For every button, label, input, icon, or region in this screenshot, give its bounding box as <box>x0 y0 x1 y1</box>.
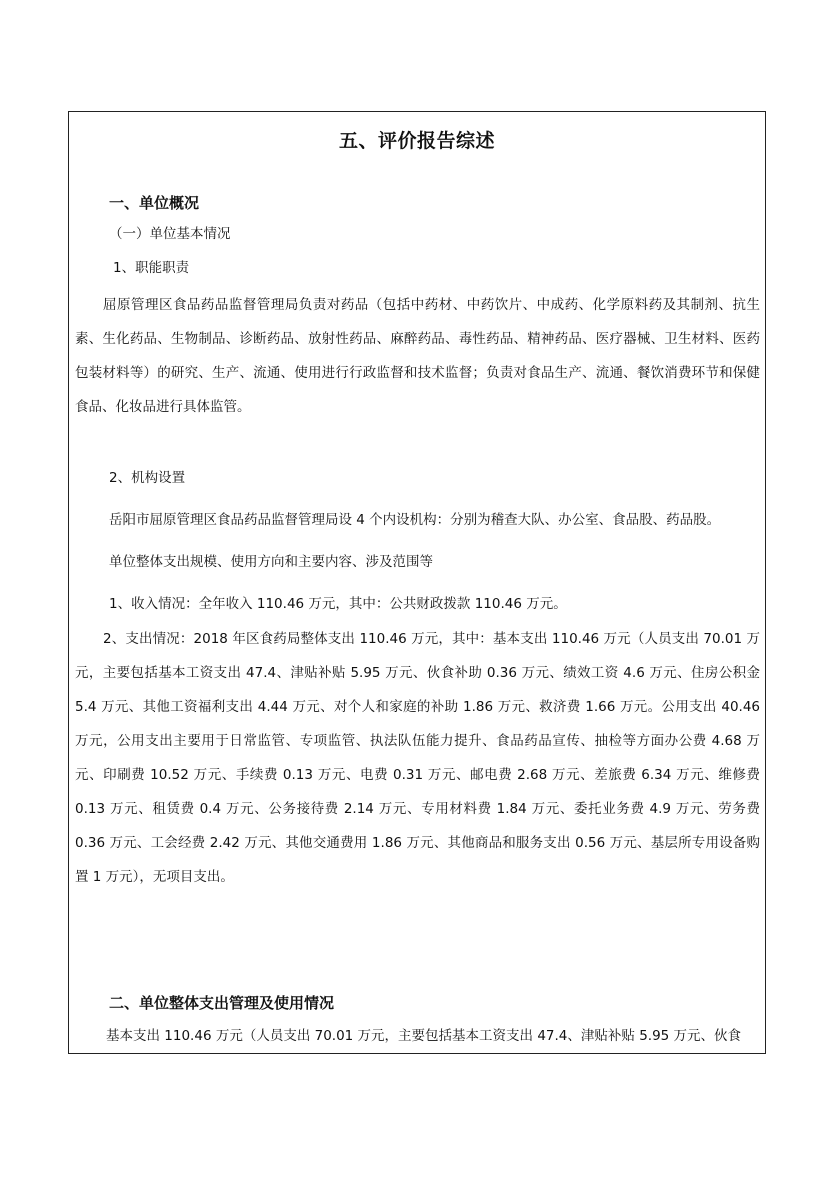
section2-heading: 二、单位整体支出管理及使用情况 <box>109 994 335 1012</box>
section2-first-line: 基本支出 110.46 万元（人员支出 70.01 万元，主要包括基本工资支出 47.4、津贴补贴 5.95 万元、伙食 <box>106 1028 742 1044</box>
section1-heading: 一、单位概况 <box>109 194 200 212</box>
subsection-basic-info: （一）单位基本情况 <box>109 226 231 242</box>
report-frame <box>68 111 766 1054</box>
report-title: 五、评价报告综述 <box>338 130 495 152</box>
org-paragraph: 岳阳市屈原管理区食品药品监督管理局设 4 个内设机构：分别为稽查大队、办公室、食品股、药品股。 <box>109 512 721 528</box>
income-line: 1、收入情况：全年收入 110.46 万元，其中：公共财政拨款 110.46 万元。 <box>109 596 567 612</box>
duties-paragraph: 屈原管理区食品药品监督管理局负责对药品（包括中药材、中药饮片、中成药、化学原料药及其制剂、抗生素、生化药品、生物制品、诊断药品、放射性药品、麻醉药品、毒性药品、精神药品、医疗器械、卫生材料、医药包装材料等）的研究、生产、流通、使用进行行政监督和技术监督；负责对食品生产、流通、餐饮消费环节和保健食品、化妆品进行具体监管。 <box>75 297 760 415</box>
expense-paragraph: 2、支出情况：2018 年区食药局整体支出 110.46 万元，其中：基本支出 110.46 万元（人员支出 70.01 万元，主要包括基本工资支出 47.4、津贴补贴 5.95 万元、伙食补助 0.36 万元、绩效工资 4.6 万元、住房公积金 5.4 万元、其他工资福利支出 4.44 万元、对个人和家庭的补助 1.86 万元、救济费 1.66 万元。公用支出 40.46 万元，公用支出主要用于日常监管、专项监管、执法队伍能力提升、食品药品宣传、抽检等方面办公费 4.68 万元、印刷费 10.52 万元、手续费 0.13 万元、电费 0.31 万元、邮电费 2.68 万元、差旅费 6.34 万元、维修费 0.13 万元、租赁费 0.4 万元、公务接待费 2.14 万元、专用材料费 1.84 万元、委托业务费 4.9 万元、劳务费 0.36 万元、工会经费 2.42 万元、其他交通费用 1.86 万元、其他商品和服务支出 0.56 万元、基层所专用设备购置 1 万元），无项目支出。 <box>75 631 760 885</box>
item-org-heading: 2、机构设置 <box>109 470 186 486</box>
scope-line: 单位整体支出规模、使用方向和主要内容、涉及范围等 <box>109 554 433 570</box>
item-duties-heading: 1、职能职责 <box>113 260 190 276</box>
